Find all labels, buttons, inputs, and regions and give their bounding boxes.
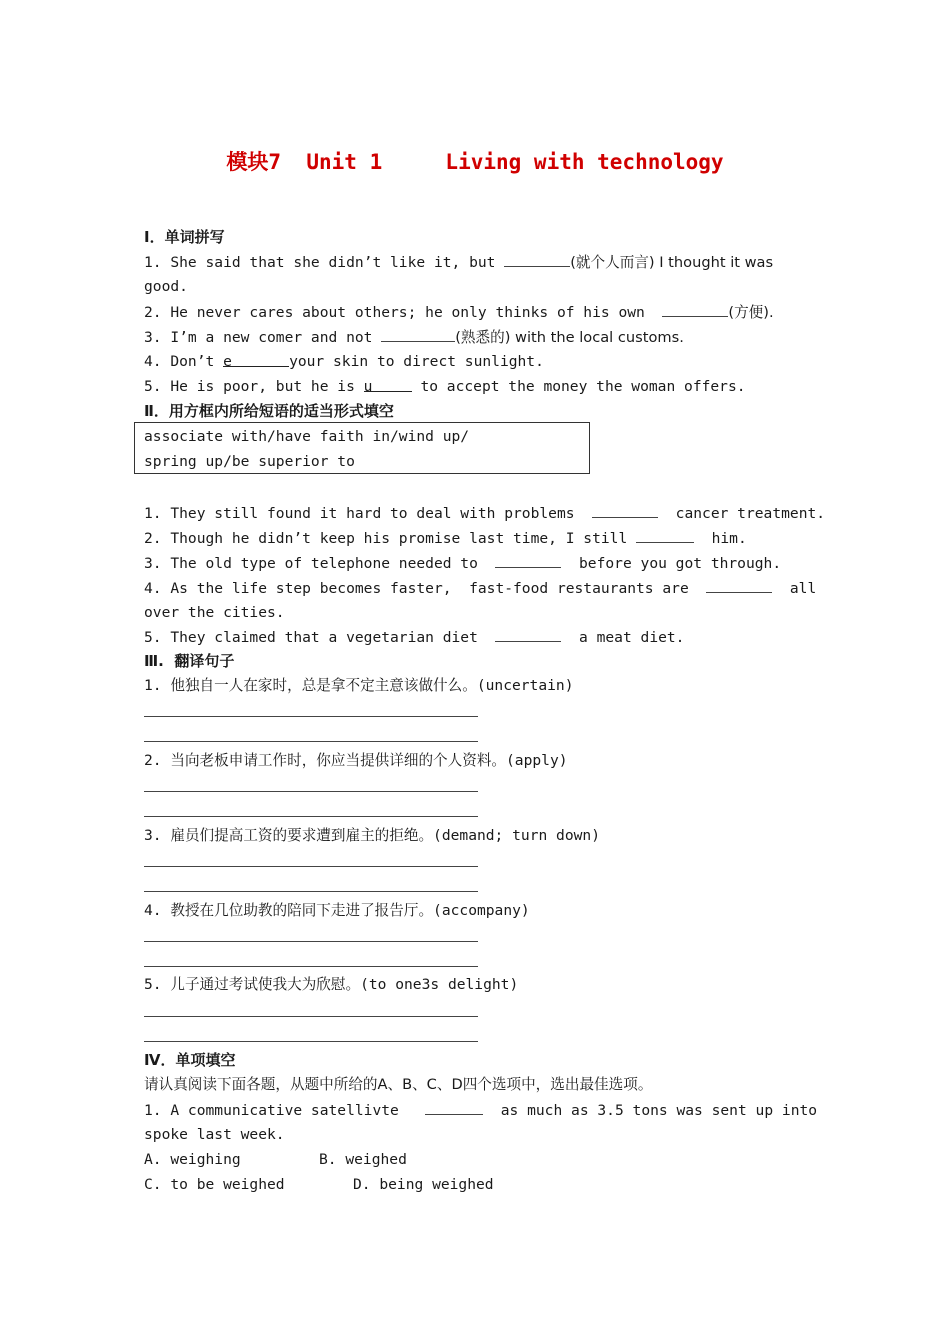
answer-line[interactable] — [144, 1041, 478, 1042]
page-title: 模块7 Unit 1 Living with technology — [226, 150, 724, 174]
answer-blank[interactable] — [662, 302, 728, 317]
section4-instruction: 请认真阅读下面各题，从题中所给的A、B、C、D四个选项中，选出最佳选项。 — [144, 1076, 653, 1093]
answer-blank[interactable] — [495, 627, 561, 642]
option-c[interactable]: C. to be weighed — [144, 1176, 285, 1193]
answer-blank[interactable] — [636, 528, 694, 543]
s1-q3: 3. I’m a new comer and not (熟悉的) with the local customs. — [144, 329, 684, 346]
answer-line[interactable] — [144, 741, 478, 742]
answer-line[interactable] — [144, 966, 478, 967]
translate-item-1: 1. 他独自一人在家时，总是拿不定主意该做什么。(uncertain) — [144, 677, 574, 694]
s4-q1: 1. A communicative satellivte as much as 3.5 tons was sent up into — [144, 1102, 818, 1119]
s2-q1: 1. They still found it hard to deal with problems cancer treatment. — [144, 505, 826, 522]
section1-heading: Ⅰ．单词拼写 — [144, 228, 225, 246]
phrase-box-line1: associate with/have faith in/wind up/ — [144, 428, 470, 445]
option-d[interactable]: D. being weighed — [353, 1176, 494, 1193]
translate-item-4: 4. 教授在几位助教的陪同下走进了报告厅。(accompany) — [144, 902, 530, 919]
answer-blank[interactable] — [381, 327, 455, 342]
s1-q5: 5. He is poor, but he is u to accept the money the woman offers. — [144, 378, 746, 395]
answer-line[interactable] — [144, 816, 478, 817]
answer-line[interactable] — [144, 866, 478, 867]
answer-line[interactable] — [144, 891, 478, 892]
translate-item-3: 3. 雇员们提高工资的要求遭到雇主的拒绝。(demand; turn down) — [144, 827, 600, 844]
answer-blank[interactable] — [504, 252, 570, 267]
option-b[interactable]: B. weighed — [319, 1151, 407, 1168]
answer-blank[interactable] — [495, 553, 561, 568]
answer-blank[interactable] — [592, 503, 658, 518]
s2-q2: 2. Though he didn’t keep his promise last time, I still him. — [144, 530, 747, 547]
translate-item-2: 2. 当向老板申请工作时，你应当提供详细的个人资料。(apply) — [144, 752, 568, 769]
section4-heading: Ⅳ．单项填空 — [144, 1051, 236, 1069]
s1-q4: 4. Don’t e your skin to direct sunlight. — [144, 353, 544, 370]
s1-q1: 1. She said that she didn’t like it, but (就个人而言) I thought it was — [144, 254, 774, 271]
s1-q1-cont: good. — [144, 278, 188, 295]
s2-q3: 3. The old type of telephone needed to before you got through. — [144, 555, 782, 572]
option-a[interactable]: A. weighing — [144, 1151, 241, 1168]
section3-heading: Ⅲ. 翻译句子 — [144, 652, 235, 670]
s4-q1-cont: spoke last week. — [144, 1126, 285, 1143]
phrase-box-line2: spring up/be superior to — [144, 453, 355, 470]
answer-blank[interactable] — [706, 578, 772, 593]
answer-line[interactable] — [144, 941, 478, 942]
section2-heading: Ⅱ．用方框内所给短语的适当形式填空 — [144, 402, 394, 420]
answer-blank[interactable]: u — [364, 377, 412, 392]
s2-q5: 5. They claimed that a vegetarian diet a meat diet. — [144, 629, 685, 646]
s1-q2: 2. He never cares about others; he only thinks of his own (方便). — [144, 304, 774, 321]
answer-line[interactable] — [144, 716, 478, 717]
answer-line[interactable] — [144, 791, 478, 792]
s2-q4: 4. As the life step becomes faster, fast-food restaurants are all — [144, 580, 817, 597]
translate-item-5: 5. 儿子通过考试使我大为欣慰。(to one3s delight) — [144, 976, 519, 993]
answer-blank[interactable]: e — [223, 352, 289, 367]
s2-q4-cont: over the cities. — [144, 604, 285, 621]
answer-blank[interactable] — [425, 1100, 483, 1115]
answer-line[interactable] — [144, 1016, 478, 1017]
